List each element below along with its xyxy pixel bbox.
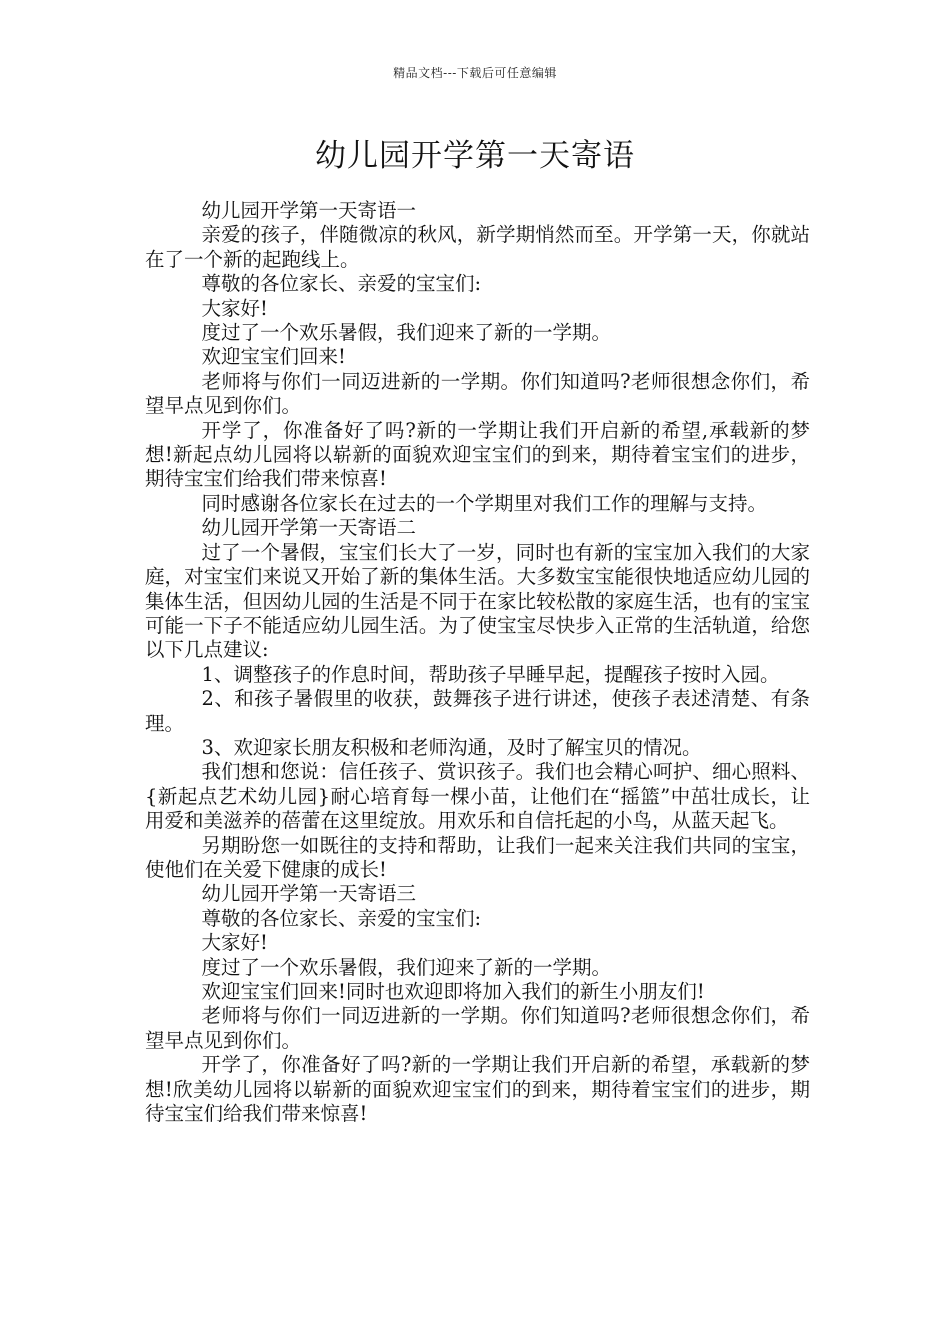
paragraph: 老师将与你们一同迈进新的一学期。你们知道吗?老师很想念你们，希望早点见到你们。 [145, 1004, 810, 1052]
paragraph: 开学了，你准备好了吗?新的一学期让我们开启新的希望，承载新的梦想!欣美幼儿园将以崭新的面貌欢迎宝宝们的到来，期待着宝宝们的进步，期待宝宝们给我们带来惊喜! [145, 1053, 810, 1126]
paragraph: 另期盼您一如既往的支持和帮助，让我们一起来关注我们共同的宝宝，使他们在关爱下健康的成长! [145, 833, 810, 881]
paragraph: 欢迎宝宝们回来!同时也欢迎即将加入我们的新生小朋友们! [201, 980, 705, 1003]
paragraph: 度过了一个欢乐暑假，我们迎来了新的一学期。 [201, 955, 612, 979]
list-item: 3、欢迎家长朋友积极和老师沟通，及时了解宝贝的情况。 [201, 735, 702, 759]
list-item: 2、和孩子暑假里的收获，鼓舞孩子进行讲述，使孩子表述清楚、有条理。 [145, 687, 810, 735]
paragraph: 尊敬的各位家长、亲爱的宝宝们: [201, 272, 482, 296]
paragraph: 开学了，你准备好了吗?新的一学期让我们开启新的希望,承载新的梦想!新起点幼儿园将以崭新的面貌欢迎宝宝们的到来，期待着宝宝们的进步，期待宝宝们给我们带来惊喜! [145, 418, 810, 491]
paragraph: 欢迎宝宝们回来! [201, 345, 346, 369]
paragraph: 大家好! [201, 931, 268, 955]
section-heading-3: 幼儿园开学第一天寄语三 [201, 882, 417, 906]
section-heading-2: 幼儿园开学第一天寄语二 [201, 516, 417, 540]
paragraph: 度过了一个欢乐暑假，我们迎来了新的一学期。 [201, 321, 612, 345]
section-heading-1: 幼儿园开学第一天寄语一 [201, 199, 417, 222]
paragraph: 同时感谢各位家长在过去的一个学期里对我们工作的理解与支持。 [201, 491, 768, 515]
paragraph: 过了一个暑假，宝宝们长大了一岁，同时也有新的宝宝加入我们的大家庭，对宝宝们来说又开始了新的集体生活。大多数宝宝能很快地适应幼儿园的集体生活，但因幼儿园的生活是不同于在家比较松散的家庭生活，也有的宝宝可能一下子不能适应幼儿园生活。为了使宝宝尽快步入正常的生活轨道，给您以下几点建议: [145, 540, 810, 662]
list-item: 1、调整孩子的作息时间，帮助孩子早睡早起，提醒孩子按时入园。 [201, 662, 780, 686]
document-title: 幼儿园开学第一天寄语 [315, 138, 635, 174]
paragraph: 我们想和您说：信任孩子、赏识孩子。我们也会精心呵护、细心照料、{新起点艺术幼儿园}耐心培育每一棵小苗，让他们在“摇篮”中茁壮成长，让用爱和美滋养的蓓蕾在这里绽放。用欢乐和自信托起的小鸟，从蓝天起飞。 [145, 760, 810, 833]
paragraph: 老师将与你们一同迈进新的一学期。你们知道吗?老师很想念你们，希望早点见到你们。 [145, 369, 810, 418]
header-note: 精品文档---下载后可任意编辑 [393, 66, 557, 80]
paragraph: 亲爱的孩子，伴随微凉的秋风，新学期悄然而至。开学第一天，你就站在了一个新的起跑线上。 [145, 223, 810, 271]
paragraph: 尊敬的各位家长、亲爱的宝宝们: [201, 906, 482, 930]
paragraph: 大家好! [201, 296, 268, 320]
document-body [145, 199, 810, 1126]
